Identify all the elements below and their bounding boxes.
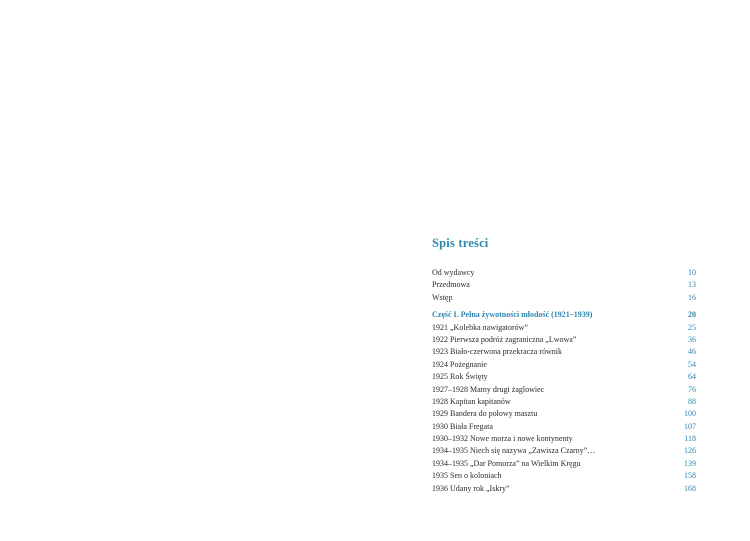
toc-entry-label: 1934–1935 Niech się nazywa „Zawisza Czarny”… — [432, 446, 596, 456]
toc-entry-label: Przedmowa — [432, 280, 470, 290]
toc-entry-page: 46 — [688, 347, 696, 357]
toc-entry — [432, 359, 696, 371]
toc-front-matter-list — [432, 267, 696, 304]
toc-entry-label: 1934–1935 „Dar Pomorza” na Wielkim Kręgu — [432, 458, 581, 468]
toc-entry-label: 1929 Bandera do połowy masztu — [432, 409, 538, 419]
toc-part-heading — [432, 309, 696, 321]
toc-entry-page: 10 — [688, 268, 696, 277]
toc-entry-label: 1936 Udany rok „Iskry” — [432, 483, 510, 493]
toc-entry — [432, 408, 696, 420]
toc-entry — [432, 346, 696, 358]
toc-part-list — [432, 309, 696, 321]
toc-entry — [432, 292, 696, 304]
toc-entry — [432, 371, 696, 383]
toc-entry — [432, 279, 696, 291]
toc-part-page: 20 — [688, 310, 696, 320]
toc-entry — [432, 483, 696, 495]
toc-entry-label: 1924 Pożegnanie — [432, 359, 487, 369]
toc-entry-page: 64 — [688, 372, 696, 382]
toc-entry-page: 118 — [684, 434, 696, 444]
toc-entry-page: 107 — [684, 421, 696, 431]
toc-entry-page: 126 — [684, 446, 696, 456]
toc-entry-page: 168 — [684, 483, 696, 493]
toc-entry-label: 1927–1928 Mamy drugi żaglowiec — [432, 384, 545, 394]
toc-entry — [432, 433, 696, 445]
toc-entry — [432, 470, 696, 482]
toc-entry-page: 158 — [684, 471, 696, 481]
toc-entry-label: 1928 Kapitan kapitanów — [432, 396, 511, 406]
toc-entry-page: 13 — [688, 280, 696, 290]
toc-entry-page: 100 — [684, 409, 696, 419]
toc-entry — [432, 384, 696, 396]
toc-chapter-list — [432, 322, 696, 495]
toc-entry-label: 1925 Rok Święty — [432, 372, 488, 382]
toc-entry — [432, 334, 696, 346]
toc-entry — [432, 267, 696, 279]
toc-title: Spis treści — [432, 236, 489, 250]
table-of-contents — [432, 236, 696, 495]
toc-entry — [432, 322, 696, 334]
toc-entry — [432, 396, 696, 408]
toc-entry-label: 1921 „Kolebka nawigatorów” — [432, 322, 528, 332]
toc-entry — [432, 421, 696, 433]
toc-entry-page: 16 — [688, 292, 696, 302]
toc-entry-label: 1923 Biało-czerwona przekracza równik — [432, 347, 562, 357]
toc-entry-page: 88 — [688, 396, 696, 406]
toc-entry-page: 25 — [688, 322, 696, 332]
toc-entry-label: 1930–1932 Nowe morza i nowe kontynenty — [432, 434, 573, 444]
toc-entry-label: Wstęp — [432, 292, 453, 302]
toc-entry-label: Od wydawcy — [432, 268, 475, 277]
toc-entry — [432, 445, 696, 457]
toc-part-label: Część I. Pełna żywotności młodość (1921–1939) — [432, 310, 593, 320]
toc-entry-page: 76 — [688, 384, 696, 394]
toc-entry — [432, 458, 696, 470]
toc-entry-page: 139 — [684, 458, 696, 468]
toc-entry-page: 36 — [688, 334, 696, 344]
toc-entry-page: 54 — [688, 359, 696, 369]
toc-entry-label: 1930 Biała Fregata — [432, 421, 493, 431]
toc-entry-label: 1922 Pierwsza podróż zagraniczna „Lwowa” — [432, 334, 577, 344]
toc-entry-label: 1935 Sen o koloniach — [432, 471, 502, 481]
